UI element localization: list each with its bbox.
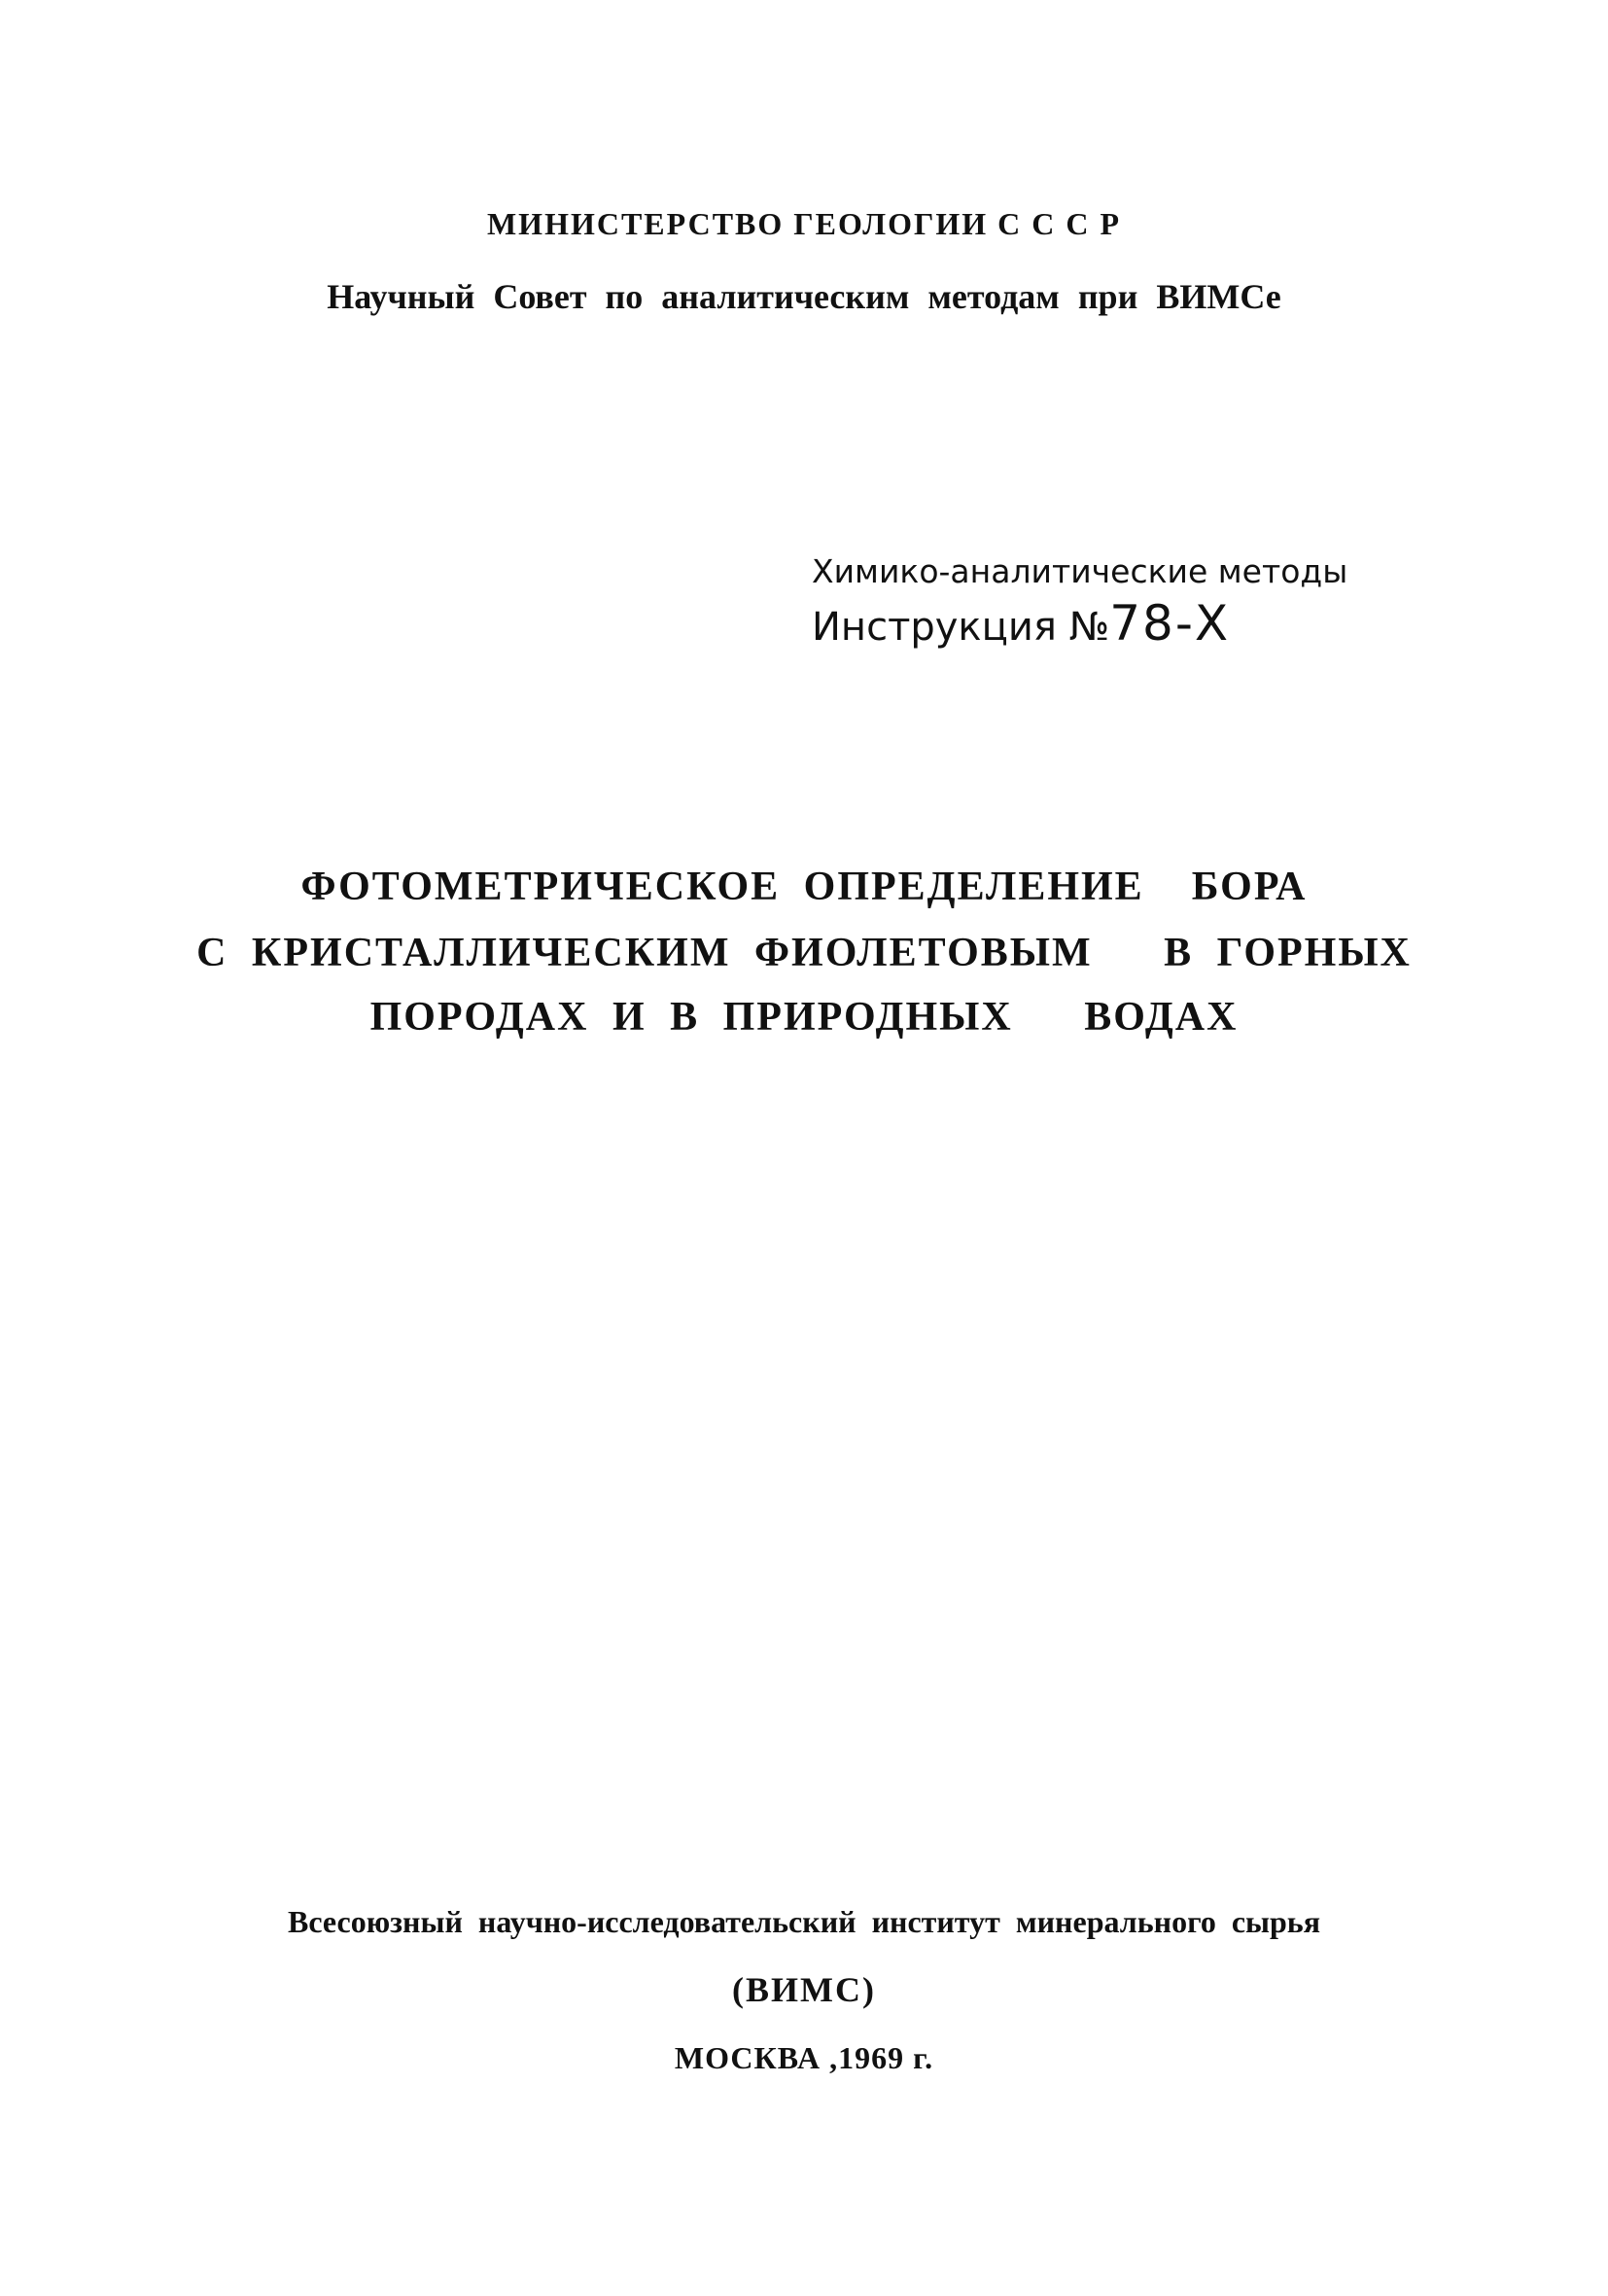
series-label: Химико-аналитические методы — [812, 552, 1348, 590]
institute-name: Всесоюзный научно-исследовательский институт минерального сырья — [287, 1904, 1321, 1939]
institute-abbreviation: (ВИМС) — [732, 1970, 876, 2009]
document-title-line-1: ФОТОМЕТРИЧЕСКОЕ ОПРЕДЕЛЕНИЕ БОРА — [300, 865, 1308, 909]
series-block — [812, 552, 1492, 652]
instruction-code: 78-Х — [1109, 595, 1231, 652]
instruction-number — [812, 595, 1492, 652]
document-title-line-2: С КРИСТАЛЛИЧЕСКИМ ФИОЛЕТОВЫМ В ГОРНЫХ — [196, 931, 1412, 975]
document-title-line-3: ПОРОДАХ И В ПРИРОДНЫХ ВОДАХ — [369, 995, 1239, 1040]
publication-place-year: МОСКВА ,1969 г. — [674, 2040, 934, 2075]
ministry-name: МИНИСТЕРСТВО ГЕОЛОГИИ С С С Р — [486, 206, 1122, 241]
instruction-prefix: Инструкция № — [812, 605, 1110, 650]
scientific-council: Научный Совет по аналитическим методам при ВИМСе — [327, 277, 1281, 316]
